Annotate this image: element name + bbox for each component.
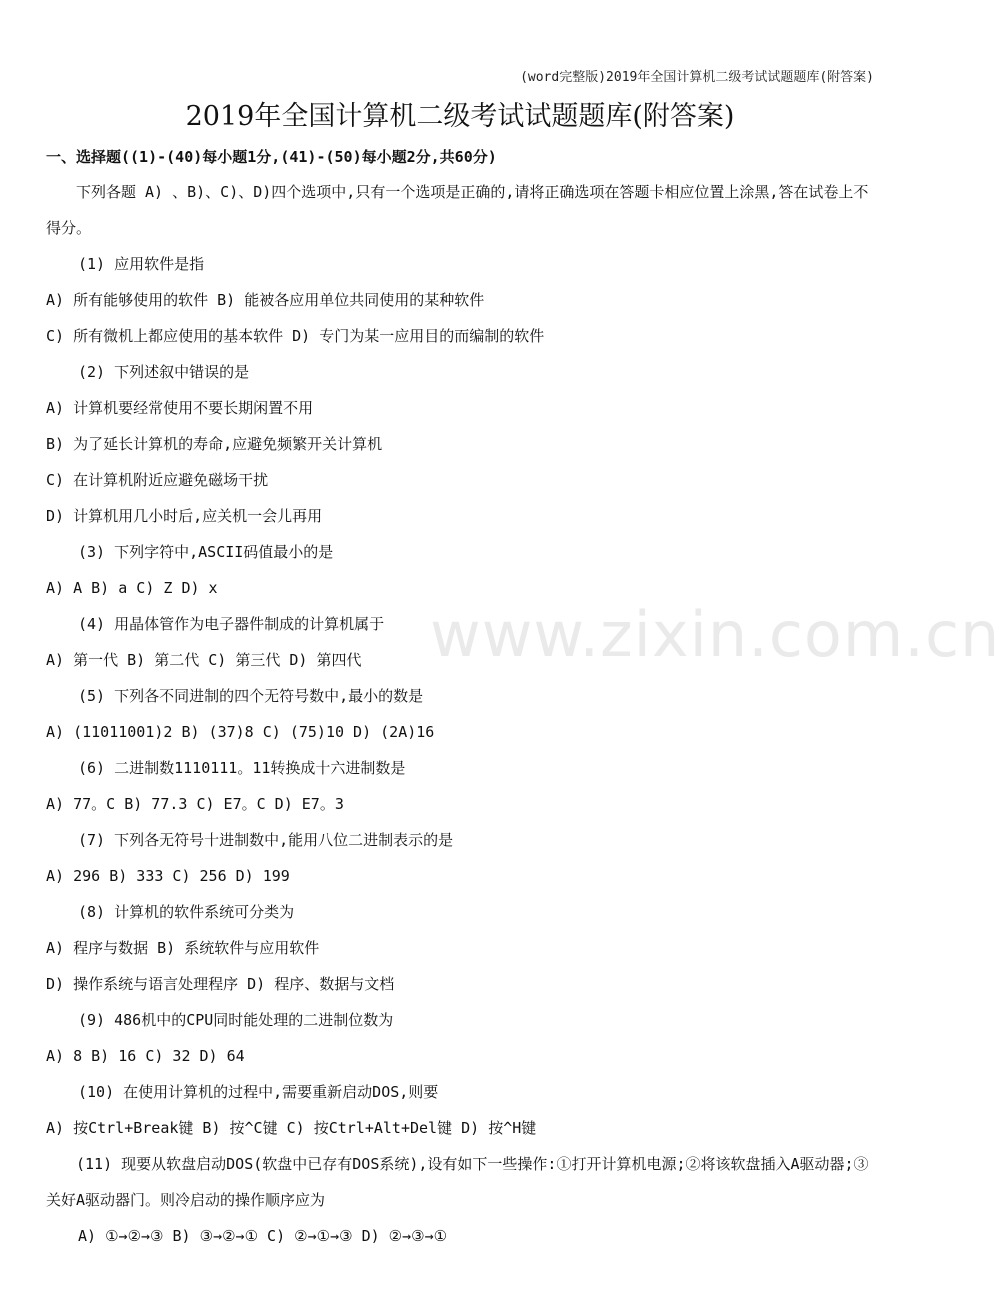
instructions-paragraph: 下列各题 A) 、B)、C)、D)四个选项中,只有一个选项是正确的,请将正确选项在答题卡相应位置上涂黑,答在试卷上不得分。	[46, 183, 869, 237]
question-stem: (2) 下列述叙中错误的是	[78, 363, 250, 381]
answer-options: C) 所有微机上都应使用的基本软件 D) 专门为某一应用目的而编制的软件	[46, 327, 545, 345]
question-stem: (10) 在使用计算机的过程中,需要重新启动DOS,则要	[78, 1083, 439, 1101]
answer-options: D) 计算机用几小时后,应关机一会儿再用	[46, 507, 323, 525]
question-stem: (5) 下列各不同进制的四个无符号数中,最小的数是	[78, 687, 424, 705]
question-stem: (1) 应用软件是指	[78, 255, 205, 273]
question-11-options: A) ①→②→③ B) ③→②→① C) ②→①→③ D) ②→③→①	[78, 1227, 448, 1245]
answer-options: A) 8 B) 16 C) 32 D) 64	[46, 1047, 245, 1065]
question-list	[46, 174, 876, 1254]
question-stem: (8) 计算机的软件系统可分类为	[78, 903, 295, 921]
answer-options: A) 296 B) 333 C) 256 D) 199	[46, 867, 290, 885]
answer-options: A) 计算机要经常使用不要长期闲置不用	[46, 399, 314, 417]
answer-options: A) 第一代 B) 第二代 C) 第三代 D) 第四代	[46, 651, 362, 669]
question-stem: (7) 下列各无符号十进制数中,能用八位二进制表示的是	[78, 831, 454, 849]
answer-options: A) (11011001)2 B) (37)8 C) (75)10 D) (2A)16	[46, 723, 435, 741]
answer-options: A) 按Ctrl+Break键 B) 按^C键 C) 按Ctrl+Alt+Del键 D) 按^H键	[46, 1119, 537, 1137]
page-header: (word完整版)2019年全国计算机二级考试试题题库(附答案)	[520, 70, 874, 85]
answer-options: D) 操作系统与语言处理程序 D) 程序、数据与文档	[46, 975, 395, 993]
section-heading: 一、选择题((1)-(40)每小题1分,(41)-(50)每小题2分,共60分)	[46, 148, 497, 166]
answer-options: C) 在计算机附近应避免磁场干扰	[46, 471, 269, 489]
answer-options: A) A B) a C) Z D) x	[46, 579, 218, 597]
document-title: 2019年全国计算机二级考试试题题库(附答案)	[185, 101, 735, 132]
watermark: www.zixin.com.cn	[430, 598, 1000, 671]
answer-options: A) 程序与数据 B) 系统软件与应用软件	[46, 939, 320, 957]
question-stem: (3) 下列字符中,ASCII码值最小的是	[78, 543, 334, 561]
question-stem: (9) 486机中的CPU同时能处理的二进制位数为	[78, 1011, 394, 1029]
answer-options: A) 77。C B) 77.3 C) E7。C D) E7。3	[46, 795, 344, 813]
question-stem: (6) 二进制数1110111。11转换成十六进制数是	[78, 759, 406, 777]
answer-options: B) 为了延长计算机的寿命,应避免频繁开关计算机	[46, 435, 383, 453]
question-lines	[46, 246, 876, 1146]
question-11: (11) 现要从软盘启动DOS(软盘中已存有DOS系统),设有如下一些操作:①打开计算机电源;②将该软盘插入A驱动器;③关好A驱动器门。则冷启动的操作顺序应为	[46, 1155, 869, 1209]
answer-options: A) 所有能够使用的软件 B) 能被各应用单位共同使用的某种软件	[46, 291, 485, 309]
question-stem: (4) 用晶体管作为电子器件制成的计算机属于	[78, 615, 385, 633]
